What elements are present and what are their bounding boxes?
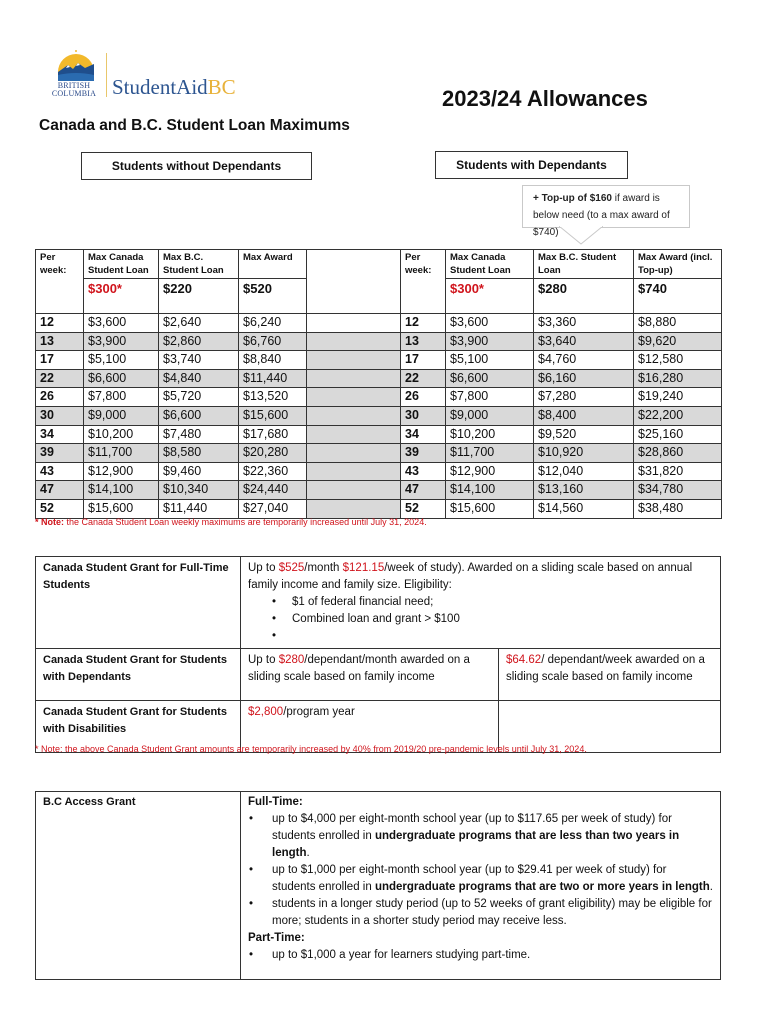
week-cell: 13 <box>36 332 84 351</box>
spacer-cell <box>307 250 401 314</box>
bc-loan-cell: $2,860 <box>159 332 239 351</box>
week-cell: 12 <box>36 314 84 333</box>
canada-loan-cell: $15,600 <box>84 499 159 518</box>
canada-loan-cell: $3,600 <box>446 314 534 333</box>
canada-loan-cell: $10,200 <box>446 425 534 444</box>
max-award-cell: $20,280 <box>239 444 307 463</box>
week-cell: 17 <box>401 351 446 370</box>
table-row <box>36 332 722 351</box>
bc-loan-cell: $4,840 <box>159 369 239 388</box>
max-award-cell: $28,860 <box>634 444 722 463</box>
section-title: Canada and B.C. Student Loan Maximums <box>39 117 350 134</box>
max-award-cell: $6,760 <box>239 332 307 351</box>
spacer-cell <box>307 351 401 370</box>
loan-maximums-table <box>35 249 722 519</box>
bc-loan-cell: $6,600 <box>159 406 239 425</box>
week-cell: 13 <box>401 332 446 351</box>
bc-loan-cell: $8,580 <box>159 444 239 463</box>
group-label-with-dependants: Students with Dependants <box>435 151 628 179</box>
spacer-cell <box>307 425 401 444</box>
max-award-cell: $16,280 <box>634 369 722 388</box>
studentaidbc-wordmark: StudentAidBC <box>112 75 236 99</box>
bc-loan-cell: $6,160 <box>534 369 634 388</box>
spacer-cell <box>307 406 401 425</box>
canada-loan-cell: $3,900 <box>446 332 534 351</box>
spacer-cell <box>307 369 401 388</box>
bc-loan-cell: $4,760 <box>534 351 634 370</box>
column-header: Max B.C. Student Loan <box>159 250 239 279</box>
bc-sun-mountain-icon <box>56 50 96 84</box>
canada-loan-cell: $15,600 <box>446 499 534 518</box>
table-row <box>36 406 722 425</box>
grant-detail <box>241 792 721 980</box>
bc-loan-cell: $7,480 <box>159 425 239 444</box>
bc-loan-cell: $3,360 <box>534 314 634 333</box>
bc-loan-cell: $13,160 <box>534 481 634 500</box>
top-up-callout: + Top-up of $160 if award is below need (to a max award of $740) <box>522 185 690 228</box>
column-header: Max Canada Student Loan <box>84 250 159 279</box>
week-cell: 30 <box>36 406 84 425</box>
canada-loan-cell: $6,600 <box>446 369 534 388</box>
list-item: • up to $4,000 per eight-month school year (up to $117.65 per week of study) for students enrolled in undergraduate programs that are less than two years in length. <box>247 811 713 862</box>
week-cell: 22 <box>401 369 446 388</box>
spacer-cell <box>307 332 401 351</box>
rate-cell: $300* <box>84 279 159 314</box>
rate-cell: $520 <box>239 279 307 314</box>
list-item: • up to $1,000 a year for learners studying part-time. <box>247 947 713 964</box>
spacer-cell <box>307 314 401 333</box>
canada-student-grant-table <box>35 556 721 753</box>
grant-label: Canada Student Grant for Full-Time Students <box>36 557 241 649</box>
column-header: Max B.C. Student Loan <box>534 250 634 279</box>
loan-header-row <box>36 250 722 279</box>
max-award-cell: $6,240 <box>239 314 307 333</box>
bc-loan-cell: $5,720 <box>159 388 239 407</box>
canada-loan-cell: $11,700 <box>84 444 159 463</box>
week-cell: 22 <box>36 369 84 388</box>
canada-loan-cell: $11,700 <box>446 444 534 463</box>
document-title: 2023/24 Allowances <box>442 86 648 111</box>
bc-loan-cell: $3,740 <box>159 351 239 370</box>
week-cell: 30 <box>401 406 446 425</box>
logo-divider <box>106 53 107 97</box>
bc-loan-cell: $2,640 <box>159 314 239 333</box>
week-cell: 26 <box>401 388 446 407</box>
grant-note: * Note: the above Canada Student Grant amounts are temporarily increased by 40% from 2019/20 pre-pandemic levels until July 31, 2024. <box>35 744 587 754</box>
max-award-cell: $9,620 <box>634 332 722 351</box>
table-row <box>36 388 722 407</box>
grant-detail-weekly: $64.62/ dependant/week awarded on a sliding scale based on family income <box>499 649 721 701</box>
week-cell: 43 <box>36 462 84 481</box>
max-award-cell: $24,440 <box>239 481 307 500</box>
list-item: • up to $1,000 per eight-month school year (up to $29.41 per week of study) for students enrolled in undergraduate programs that are two or more years in length. <box>247 862 713 896</box>
part-time-list <box>247 947 713 964</box>
callout-pointer-icon <box>559 226 603 246</box>
table-row <box>36 462 722 481</box>
column-header: Per week: <box>401 250 446 314</box>
column-header: Max Award <box>239 250 307 279</box>
max-award-cell: $15,600 <box>239 406 307 425</box>
eligibility-list <box>272 594 713 645</box>
max-award-cell: $34,780 <box>634 481 722 500</box>
grant-detail-monthly: Up to $280/dependant/month awarded on a sliding scale based on family income <box>241 649 499 701</box>
bc-loan-cell: $10,340 <box>159 481 239 500</box>
max-award-cell: $13,520 <box>239 388 307 407</box>
column-header: Max Canada Student Loan <box>446 250 534 279</box>
canada-loan-cell: $14,100 <box>84 481 159 500</box>
table-row <box>36 444 722 463</box>
grant-detail: Up to $525/month $121.15/week of study). Awarded on a sliding scale based on annual family income and family size. Eligibility: • $1 of federal financial need; • Combined loan and grant > $100 • <box>241 557 721 649</box>
week-cell: 47 <box>401 481 446 500</box>
canada-loan-cell: $3,600 <box>84 314 159 333</box>
canada-loan-cell: $3,900 <box>84 332 159 351</box>
max-award-cell: $8,880 <box>634 314 722 333</box>
rate-cell: $220 <box>159 279 239 314</box>
grant-row-dependants <box>36 649 721 701</box>
week-cell: 52 <box>401 499 446 518</box>
table-row <box>36 369 722 388</box>
spacer-cell <box>307 444 401 463</box>
max-award-cell: $22,360 <box>239 462 307 481</box>
canada-loan-cell: $5,100 <box>446 351 534 370</box>
spacer-cell <box>307 499 401 518</box>
canada-loan-cell: $7,800 <box>446 388 534 407</box>
studentaidbc-logo <box>48 50 238 100</box>
canada-loan-cell: $12,900 <box>446 462 534 481</box>
rate-cell: $740 <box>634 279 722 314</box>
grant-row-full-time <box>36 557 721 649</box>
max-award-cell: $12,580 <box>634 351 722 370</box>
week-cell: 34 <box>36 425 84 444</box>
access-grant-row <box>36 792 721 980</box>
canada-loan-cell: $5,100 <box>84 351 159 370</box>
canada-loan-cell: $9,000 <box>84 406 159 425</box>
bc-loan-cell: $9,460 <box>159 462 239 481</box>
grant-label: Canada Student Grant for Students with Disabilities <box>36 701 241 753</box>
week-cell: 39 <box>36 444 84 463</box>
max-award-cell: $17,680 <box>239 425 307 444</box>
loan-note: * Note: the Canada Student Loan weekly maximums are temporarily increased until July 31, 2024. <box>35 517 427 527</box>
spacer-cell <box>307 481 401 500</box>
british-columbia-wordmark: BRITISH COLUMBIA <box>51 81 97 98</box>
grant-label: B.C Access Grant <box>36 792 241 980</box>
bc-loan-cell: $7,280 <box>534 388 634 407</box>
canada-loan-cell: $6,600 <box>84 369 159 388</box>
canada-loan-cell: $14,100 <box>446 481 534 500</box>
list-item: • Combined loan and grant > $100 <box>272 611 713 628</box>
bc-loan-cell: $14,560 <box>534 499 634 518</box>
canada-loan-cell: $12,900 <box>84 462 159 481</box>
max-award-cell: $25,160 <box>634 425 722 444</box>
max-award-cell: $8,840 <box>239 351 307 370</box>
group-label-without-dependants: Students without Dependants <box>81 152 312 180</box>
week-cell: 17 <box>36 351 84 370</box>
bc-loan-cell: $10,920 <box>534 444 634 463</box>
week-cell: 52 <box>36 499 84 518</box>
bc-loan-cell: $8,400 <box>534 406 634 425</box>
canada-loan-cell: $7,800 <box>84 388 159 407</box>
table-row <box>36 351 722 370</box>
max-award-cell: $11,440 <box>239 369 307 388</box>
spacer-cell <box>307 388 401 407</box>
part-time-heading: Part-Time: <box>248 932 305 944</box>
bc-loan-cell: $11,440 <box>159 499 239 518</box>
list-item <box>272 628 713 645</box>
full-time-list <box>247 811 713 930</box>
column-header: Max Award (incl. Top-up) <box>634 250 722 279</box>
bc-loan-cell: $12,040 <box>534 462 634 481</box>
week-cell: 12 <box>401 314 446 333</box>
list-item: • $1 of federal financial need; <box>272 594 713 611</box>
bc-access-grant-table <box>35 791 721 980</box>
max-award-cell: $31,820 <box>634 462 722 481</box>
rate-cell: $300* <box>446 279 534 314</box>
grant-label: Canada Student Grant for Students with Dependants <box>36 649 241 701</box>
max-award-cell: $27,040 <box>239 499 307 518</box>
spacer-cell <box>307 462 401 481</box>
week-cell: 47 <box>36 481 84 500</box>
week-cell: 43 <box>401 462 446 481</box>
table-row <box>36 481 722 500</box>
table-row <box>36 499 722 518</box>
week-cell: 26 <box>36 388 84 407</box>
canada-loan-cell: $10,200 <box>84 425 159 444</box>
canada-loan-cell: $9,000 <box>446 406 534 425</box>
rate-cell: $280 <box>534 279 634 314</box>
bc-loan-cell: $9,520 <box>534 425 634 444</box>
max-award-cell: $38,480 <box>634 499 722 518</box>
table-row <box>36 314 722 333</box>
max-award-cell: $22,200 <box>634 406 722 425</box>
week-cell: 34 <box>401 425 446 444</box>
column-header: Per week: <box>36 250 84 314</box>
bc-loan-cell: $3,640 <box>534 332 634 351</box>
full-time-heading: Full-Time: <box>248 796 303 808</box>
grant-detail: $2,800/program year <box>241 701 499 753</box>
max-award-cell: $19,240 <box>634 388 722 407</box>
table-row <box>36 425 722 444</box>
week-cell: 39 <box>401 444 446 463</box>
list-item: • students in a longer study period (up to 52 weeks of grant eligibility) may be eligible for more; students in a shorter study period may receive less. <box>247 896 713 930</box>
